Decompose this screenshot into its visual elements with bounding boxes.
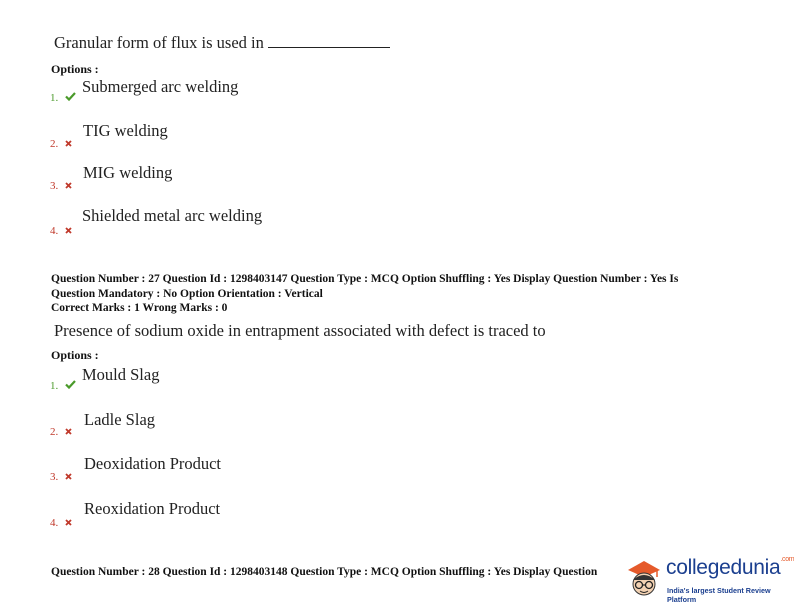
option-marker (50, 176, 72, 194)
option-marker (50, 513, 72, 531)
mascot-icon (622, 550, 666, 604)
answer-blank (268, 33, 390, 48)
cross-icon (65, 513, 72, 531)
cross-icon (65, 134, 72, 152)
meta-line: Question Mandatory : No Option Orientation : Vertical (51, 287, 323, 300)
question-text: Presence of sodium oxide in entrapment associated with defect is traced to (54, 321, 546, 340)
option-number: 1. (50, 380, 59, 392)
option-text: TIG welding (83, 121, 168, 140)
question-meta (51, 272, 678, 316)
option-marker (50, 221, 72, 239)
option-number: 4. (50, 517, 59, 529)
option-marker (50, 376, 76, 394)
question-text: Granular form of flux is used in (54, 33, 390, 53)
options-label: Options : (51, 62, 99, 76)
question-meta: Question Number : 28 Question Id : 1298403148 Question Type : MCQ Option Shuffling : Yes Display Question (51, 566, 598, 578)
option-marker (50, 467, 72, 485)
option-number: 3. (50, 471, 59, 483)
cross-icon (65, 422, 72, 440)
cross-icon (65, 176, 72, 194)
option-text: Deoxidation Product (84, 454, 222, 473)
option-text: Submerged arc welding (82, 77, 239, 96)
option-text: Ladle Slag (84, 410, 156, 429)
meta-line: Question Number : 27 Question Id : 1298403147 Question Type : MCQ Option Shuffling : Yes Display Question Number : Yes Is (51, 273, 679, 285)
collegedunia-logo (622, 550, 794, 604)
option-number: 4. (50, 225, 59, 237)
option-number: 1. (50, 92, 59, 104)
option-number: 2. (50, 426, 59, 438)
check-icon (65, 376, 76, 394)
logo-tagline: India's largest Student Review Platform (667, 586, 771, 604)
option-marker (50, 422, 72, 440)
option-number: 3. (50, 180, 59, 192)
option-text: Mould Slag (82, 365, 160, 384)
cross-icon (65, 221, 72, 239)
option-text: Reoxidation Product (84, 499, 221, 518)
logo-wordmark: collegedunia$^{.com}$ (666, 556, 794, 579)
options-label: Options : (51, 348, 99, 362)
meta-line: Correct Marks : 1 Wrong Marks : 0 (51, 302, 228, 314)
option-text: MIG welding (83, 163, 173, 182)
option-marker (50, 88, 76, 106)
option-marker (50, 134, 72, 152)
check-icon (65, 88, 76, 106)
option-number: 2. (50, 138, 59, 150)
cross-icon (65, 467, 72, 485)
option-text: Shielded metal arc welding (82, 206, 263, 225)
